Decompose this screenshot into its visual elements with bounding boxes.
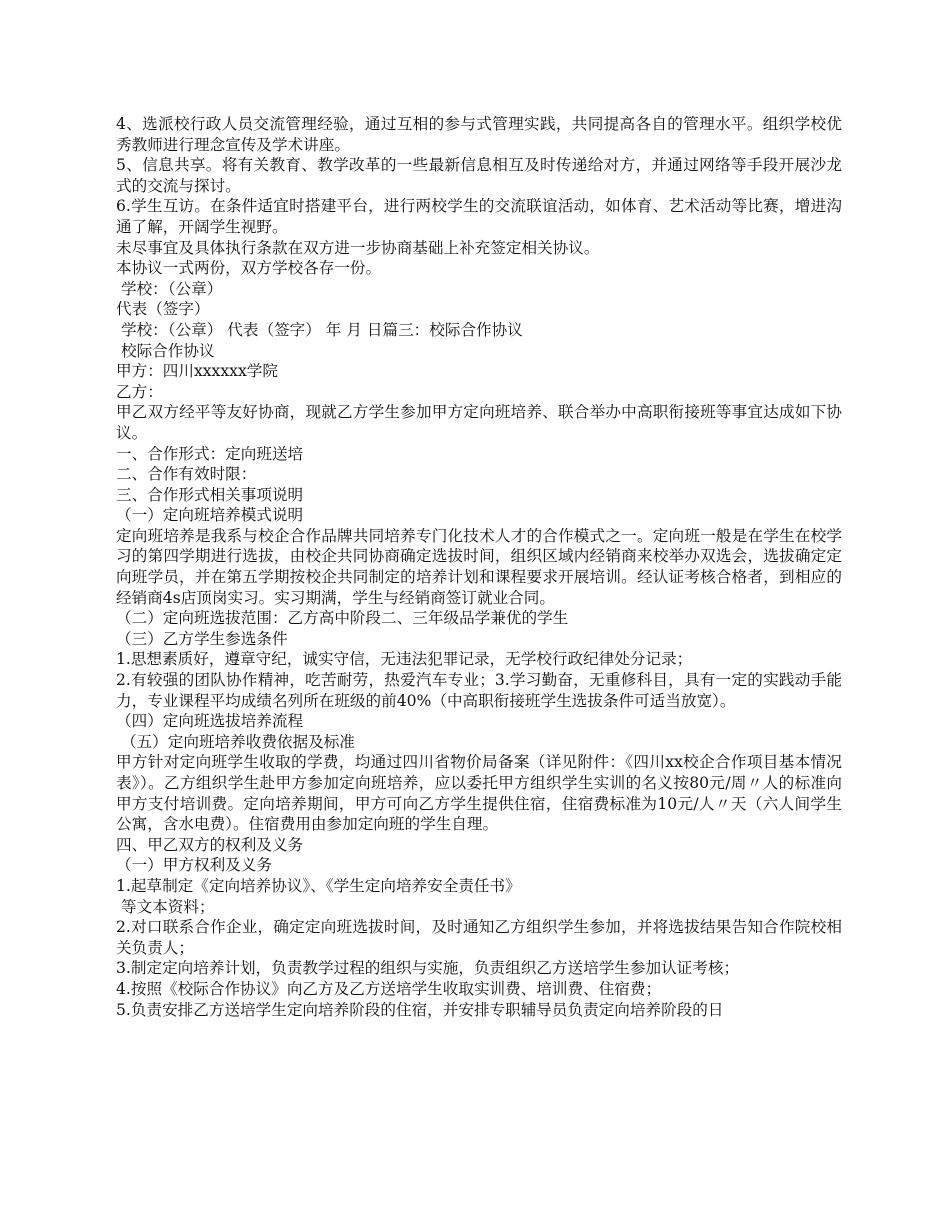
list-item-duty-4: 4.按照《校际合作协议》向乙方及乙方送培学生收取实训费、培训费、住宿费；: [116, 979, 662, 998]
party-b: 乙方：: [116, 382, 163, 401]
subheading-fees: （五）定向班培养收费依据及标准: [116, 732, 355, 751]
party-a: 甲方：四川xxxxxx学院: [116, 362, 278, 381]
list-item-duty-1-cont: 等文本资料；: [116, 897, 215, 916]
list-item-duty-1: 1.起草制定《定向培养协议》、《学生定向培养安全责任书》: [116, 876, 521, 895]
heading-rights: 四、甲乙双方的权利及义务: [116, 835, 304, 854]
signature-representative: 代表（签字）: [116, 300, 210, 319]
paragraph-item-5: 5、信息共享。将有关教育、教学改革的一些最新信息相互及时传递给对方，并通过网络等手段开展沙龙式的交流与探讨。: [116, 156, 842, 195]
paragraph-item-4: 4、选派校行政人员交流管理经验，通过互相的参与式管理实践，共同提高各自的管理水平。组织学校优秀教师进行理念宣传及学术讲座。: [116, 115, 842, 154]
paragraph-model: 定向班培养是我系与校企合作品牌共同培养专门化技术人才的合作模式之一。定向班一般是在学生在校学习的第四学期进行选拔，由校企共同协商确定选拔时间，组织区域内经销商来校举办双选会，选拔确定定向班学员，并在第五学期按校企共同制定的培养计划和课程要求开展培训。经认证考核合格者，到相应的经销商4s店顶岗实习。实习期满，学生与经销商签订就业合同。: [116, 526, 842, 607]
heading-matters: 三、合作形式相关事项说明: [116, 485, 304, 504]
document-body: [116, 114, 842, 1020]
paragraph-fees: 甲方针对定向班学生收取的学费，均通过四川省物价局备案（详见附件：《四川xx校企合作项目基本情况表》）。乙方组织学生赴甲方参加定向班培养，应以委托甲方组织学生实训的名义按80元/周〃人的标准向甲方支付培训费。定向培养期间，甲方可向乙方学生提供住宿，住宿费标准为10元/人〃天（六人间学生公寓，含水电费）。住宿费用由参加定向班的学生自理。: [116, 753, 842, 834]
section-title: 校际合作协议: [116, 341, 215, 360]
subheading-conditions: （三）乙方学生参选条件: [116, 629, 288, 648]
paragraph-copies: 本协议一式两份，双方学校各存一份。: [116, 259, 382, 278]
subheading-party-a-rights: （一）甲方权利及义务: [116, 856, 272, 875]
signature-line-date: 学校：（公章） 代表（签字） 年 月 日篇三：校际合作协议: [116, 320, 523, 339]
list-item-condition-1: 1.思想素质好，遵章守纪，诚实守信，无违法犯罪记录，无学校行政纪律处分记录；: [116, 650, 693, 669]
list-item-duty-2: 2.对口联系合作企业，确定定向班选拔时间，及时通知乙方组织学生参加，并将选拔结果告知合作院校相关负责人；: [116, 918, 842, 957]
subheading-process: （四）定向班选拔培养流程: [116, 712, 304, 731]
paragraph-unresolved-matters: 未尽事宜及具体执行条款在双方进一步协商基础上补充签定相关协议。: [116, 238, 600, 257]
subheading-scope: （二）定向班选拔范围：乙方高中阶段二、三年级品学兼优的学生: [116, 609, 569, 628]
subheading-model: （一）定向班培养模式说明: [116, 506, 304, 525]
heading-cooperation-form: 一、合作形式：定向班送培: [116, 444, 304, 463]
agreement-intro: 甲乙双方经平等友好协商，现就乙方学生参加甲方定向班培养、联合举办中高职衔接班等事宜达成如下协议。: [116, 403, 842, 442]
heading-validity: 二、合作有效时限：: [116, 465, 257, 484]
paragraph-item-6: 6.学生互访。在条件适宜时搭建平台，进行两校学生的交流联谊活动，如体育、艺术活动等比赛，增进沟通了解，开阔学生视野。: [116, 197, 842, 236]
list-item-duty-5: 5.负责安排乙方送培学生定向培养阶段的住宿，并安排专职辅导员负责定向培养阶段的日: [116, 1000, 724, 1019]
list-item-duty-3: 3.制定定向培养计划，负责教学过程的组织与实施，负责组织乙方送培学生参加认证考核；: [116, 959, 740, 978]
signature-school-seal: 学校：（公章）: [116, 279, 223, 298]
list-item-condition-2: 2.有较强的团队协作精神，吃苦耐劳，热爱汽车专业；3.学习勤奋，无重修科目，具有一定的实践动手能力，专业课程平均成绩名列所在班级的前40%（中高职衔接班学生选拔条件可适当放宽）。: [116, 671, 842, 710]
